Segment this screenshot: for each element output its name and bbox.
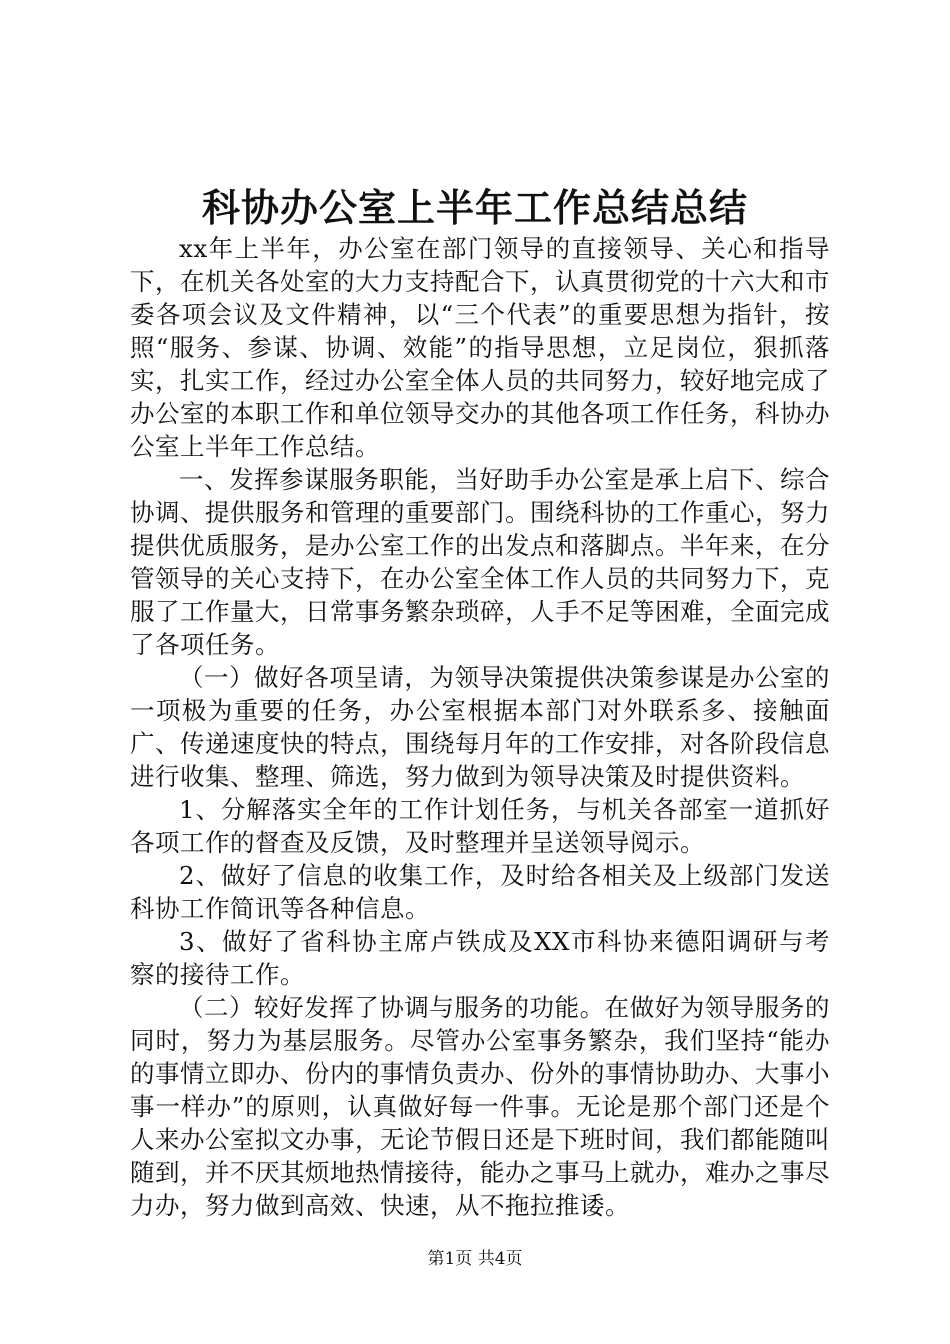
paragraph-item-three: 3、做好了省科协主席卢铁成及XX市科协来德阳调研与考察的接待工作。 (130, 927, 830, 989)
document-title: 科协办公室上半年工作总结总结 (201, 185, 748, 230)
paragraph-subsection-one: （一）做好各项呈请，为领导决策提供决策参谋是办公室的一项极为重要的任务，办公室根据本部门对外联系多、接触面广、传递速度快的特点，围绕每月年的工作安排，对各阶段信息进行收集、整理、筛选，努力做到为领导决策及时提供资料。 (130, 663, 830, 791)
paragraph-subsection-two: （二）较好发挥了协调与服务的功能。在做好为领导服务的同时，努力为基层服务。尽管办公室事务繁杂，我们坚持“能办的事情立即办、份内的事情负责办、份外的事情协助办、大事小事一样办”的原则，认真做好每一件事。无论是那个部门还是个人来办公室拟文办事，无论节假日还是下班时间，我们都能随叫随到，并不厌其烦地热情接待，能办之事马上就办，难办之事尽力办，努力做到高效、快速，从不拖拉推诿。 (130, 993, 830, 1220)
paragraph-item-one: 1、分解落实全年的工作计划任务，与机关各部室一道抓好各项工作的督查及反馈，及时整理并呈送领导阅示。 (130, 795, 830, 857)
document-body (130, 232, 830, 1222)
page-footer: 第1页 共4页 (427, 1249, 523, 1269)
paragraph-item-two: 2、做好了信息的收集工作，及时给各相关及上级部门发送科协工作简讯等各种信息。 (130, 861, 830, 923)
paragraph-section-one: 一、发挥参谋服务职能，当好助手办公室是承上启下、综合协调、提供服务和管理的重要部门。围绕科协的工作重心，努力提供优质服务，是办公室工作的出发点和落脚点。半年来，在分管领导的关心支持下，在办公室全体工作人员的共同努力下，克服了工作量大，日常事务繁杂琐碎，人手不足等困难，全面完成了各项任务。 (130, 465, 830, 659)
paragraph-intro: xx年上半年，办公室在部门领导的直接领导、关心和指导下，在机关各处室的大力支持配合下，认真贯彻党的十六大和市委各项会议及文件精神，以“三个代表”的重要思想为指针，按照“服务、参谋、协调、效能”的指导思想，立足岗位，狠抓落实，扎实工作，经过办公室全体人员的共同努力，较好地完成了办公室的本职工作和单位领导交办的其他各项工作任务，科协办公室上半年工作总结。 (130, 234, 830, 461)
